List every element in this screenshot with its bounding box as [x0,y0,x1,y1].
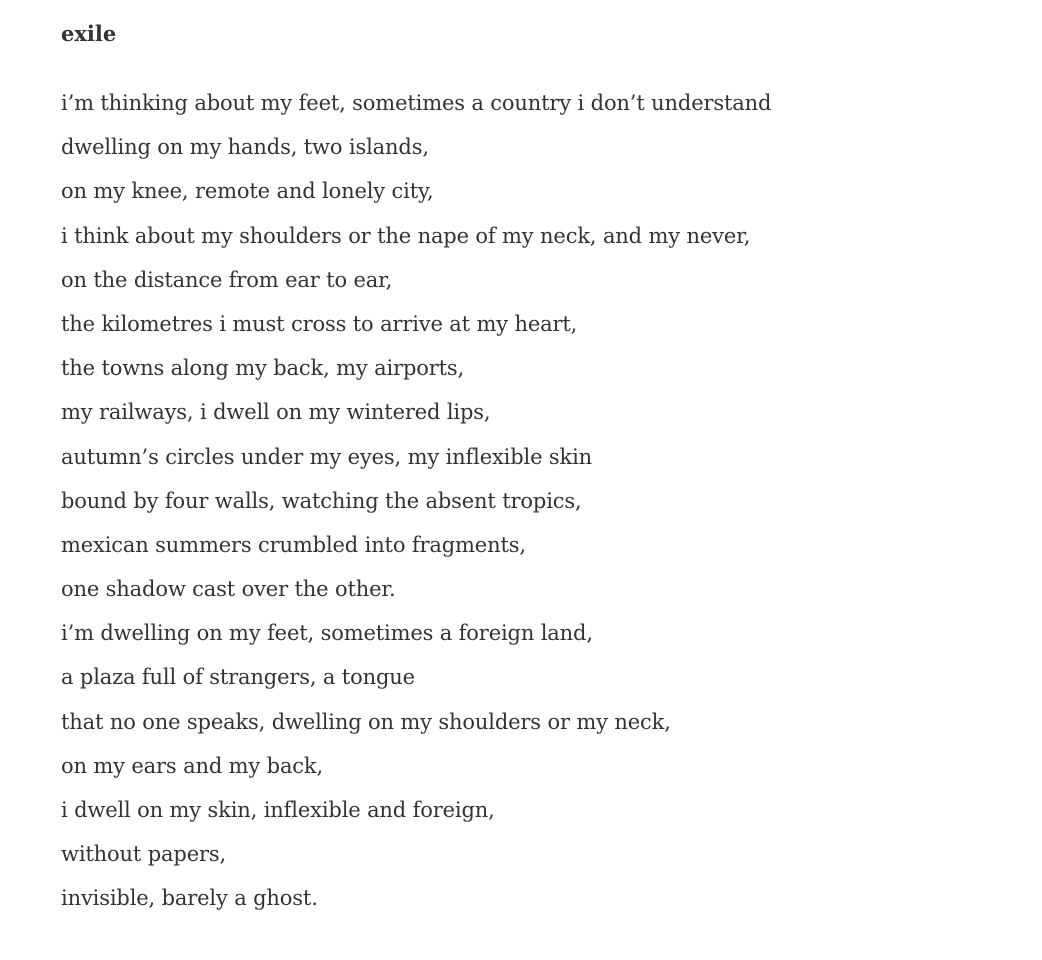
poem-line: without papers, [61,842,227,867]
poem-line: i’m thinking about my feet, sometimes a country i don’t understand [61,91,772,115]
poem-line: on the distance from ear to ear, [61,267,393,292]
poem-line: dwelling on my hands, two islands, [61,135,429,160]
poem-line: i’m dwelling on my feet, sometimes a foreign land, [61,621,593,646]
poem-line: the towns along my back, my airports, [61,356,465,381]
poem-line: i think about my shoulders or the nape of my neck, and my never, [61,223,751,248]
poem-line: i dwell on my skin, inflexible and foreign, [61,798,495,822]
poem-line: autumn’s circles under my eyes, my inflexible skin [61,444,593,469]
poem-lines [61,90,771,930]
poem-line: a plaza full of strangers, a tongue [61,665,415,690]
poem-line: the kilometres i must cross to arrive at my heart, [61,311,578,336]
poem-line: invisible, barely a ghost. [61,886,318,911]
poem-line: on my knee, remote and lonely city, [61,179,434,204]
poem-line: mexican summers crumbled into fragments, [61,532,526,557]
poem-title: exile [61,21,117,46]
poem-line: one shadow cast over the other. [61,577,396,602]
poem-line: my railways, i dwell on my wintered lips, [61,400,491,425]
poem [61,0,1021,911]
poem-line: bound by four walls, watching the absent tropics, [61,488,582,513]
poem-line: on my ears and my back, [61,753,324,778]
poem-line: that no one speaks, dwelling on my shoulders or my neck, [61,709,671,734]
